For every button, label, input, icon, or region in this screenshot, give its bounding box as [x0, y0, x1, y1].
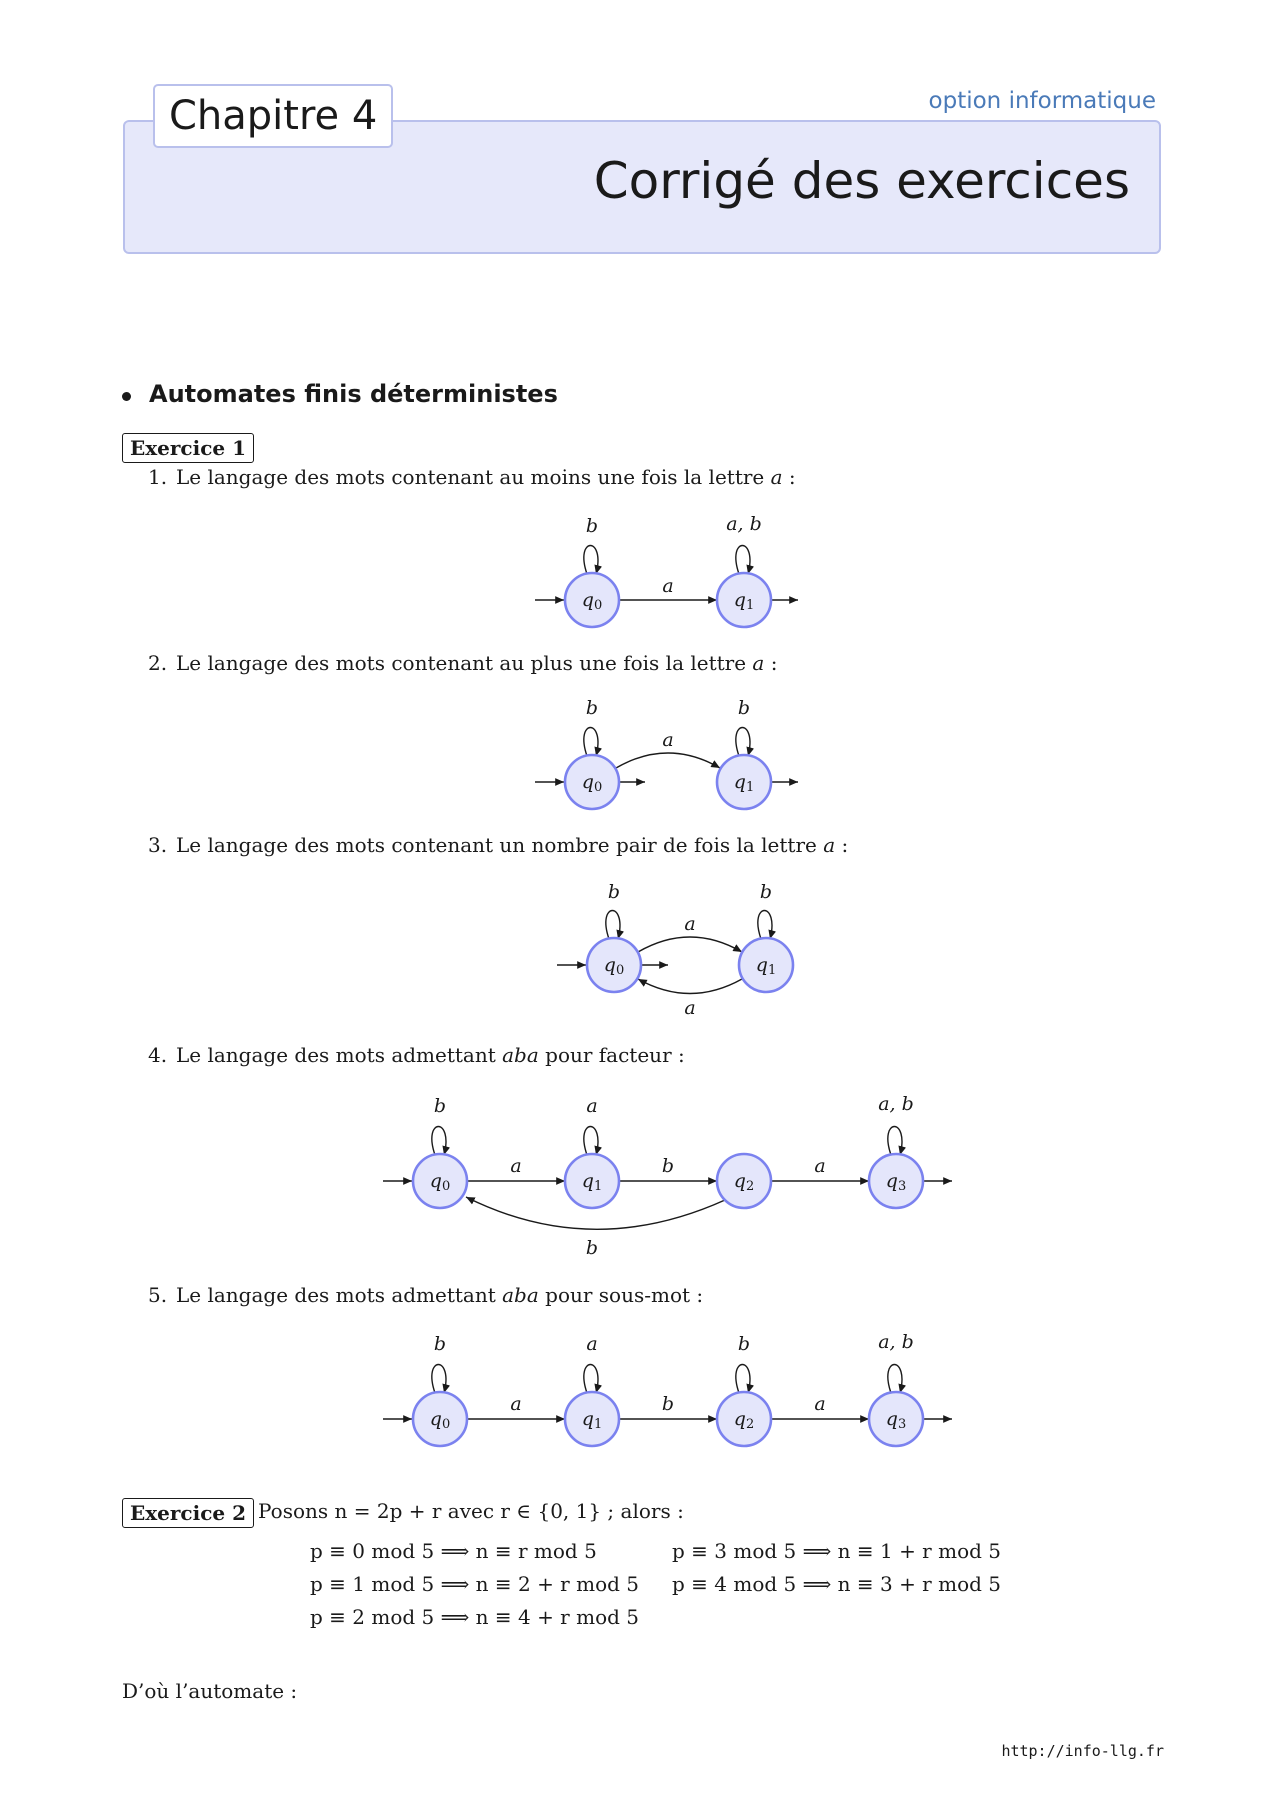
- loop-q1: [584, 1127, 598, 1156]
- transition-q1-q0: [638, 979, 742, 994]
- item-number: 2.: [148, 651, 168, 675]
- label-b: b: [433, 1095, 447, 1117]
- label-b: b: [607, 881, 621, 903]
- loop-q3: [888, 1365, 902, 1394]
- exercise-1-label: Exercice 1: [122, 433, 254, 463]
- state-q1-label: q1: [581, 1408, 603, 1432]
- label-ab: a, b: [726, 513, 762, 535]
- option-label: option informatique: [928, 88, 1156, 114]
- equation-right-2: p ≡ 4 mod 5 ⟹ n ≡ 3 + r mod 5: [672, 1572, 1001, 1596]
- automaton-1: [535, 513, 798, 627]
- state-q3-label: q3: [885, 1170, 907, 1194]
- state-q0-label: q0: [581, 771, 603, 795]
- item-tail: :: [782, 465, 796, 489]
- equation-left-3: p ≡ 2 mod 5 ⟹ n ≡ 4 + r mod 5: [310, 1605, 639, 1629]
- exercise-2-label: Exercice 2: [122, 1498, 254, 1528]
- label-b: b: [661, 1155, 675, 1177]
- item-text: Le langage des mots contenant un nombre pair de fois la lettre: [176, 833, 824, 857]
- label-a: a: [814, 1155, 826, 1177]
- section-title: Automates finis déterministes: [149, 380, 558, 408]
- equation-left-1: p ≡ 0 mod 5 ⟹ n ≡ r mod 5: [310, 1539, 597, 1563]
- state-q1-label: q1: [581, 1170, 603, 1194]
- label-ab: a, b: [878, 1093, 914, 1115]
- state-q0-label: q0: [603, 954, 625, 978]
- label-a: a: [586, 1095, 598, 1117]
- state-q1-label: q1: [733, 589, 755, 613]
- item-number: 1.: [148, 465, 168, 489]
- loop-q0: [606, 911, 620, 940]
- state-q2-label: q2: [733, 1170, 755, 1194]
- label-a: a: [662, 729, 674, 751]
- label-a: a: [510, 1393, 522, 1415]
- label-b: b: [585, 697, 599, 719]
- equation-left-2: p ≡ 1 mod 5 ⟹ n ≡ 2 + r mod 5: [310, 1572, 639, 1596]
- loop-q0: [432, 1365, 446, 1394]
- item-math: a: [770, 465, 783, 489]
- item-math: a: [752, 651, 765, 675]
- item-tail: pour sous-mot :: [538, 1283, 704, 1307]
- transition-q0-q1: [616, 753, 720, 768]
- state-q0-label: q0: [581, 589, 603, 613]
- state-q0-label: q0: [429, 1408, 451, 1432]
- label-ab: a, b: [878, 1331, 914, 1353]
- label-a: a: [684, 997, 696, 1019]
- state-q1-label: q1: [733, 771, 755, 795]
- equation-right-1: p ≡ 3 mod 5 ⟹ n ≡ 1 + r mod 5: [672, 1539, 1001, 1563]
- label-b: b: [433, 1333, 447, 1355]
- loop-q0: [584, 546, 598, 575]
- chapter-label: Chapitre 4: [153, 84, 393, 148]
- label-b: b: [585, 515, 599, 537]
- loop-q1: [584, 1365, 598, 1394]
- label-a: a: [814, 1393, 826, 1415]
- label-b: b: [737, 697, 751, 719]
- item-number: 4.: [148, 1043, 168, 1067]
- state-q1-label: q1: [755, 954, 777, 978]
- item-tail: pour facteur :: [538, 1043, 685, 1067]
- loop-q0: [584, 728, 598, 757]
- footer-url[interactable]: http://info-llg.fr: [1001, 1742, 1164, 1760]
- automaton-3: [557, 881, 793, 1019]
- conclusion-text: D’où l’automate :: [122, 1679, 298, 1703]
- item-math: a: [823, 833, 836, 857]
- item-text: Le langage des mots contenant au moins une fois la lettre: [176, 465, 771, 489]
- state-q0-label: q0: [429, 1170, 451, 1194]
- label-b: b: [737, 1333, 751, 1355]
- loop-q1: [736, 546, 750, 575]
- item-tail: :: [764, 651, 778, 675]
- item-tail: :: [835, 833, 849, 857]
- label-b: b: [661, 1393, 675, 1415]
- item-number: 3.: [148, 833, 168, 857]
- loop-q0: [432, 1127, 446, 1156]
- transition-q0-q1: [638, 937, 742, 952]
- automaton-5: [383, 1331, 952, 1446]
- item-text: Le langage des mots contenant au plus une fois la lettre: [176, 651, 753, 675]
- item-math: aba: [502, 1043, 539, 1067]
- exercise-2-intro: Posons n = 2p + r avec r ∈ {0, 1} ; alors :: [258, 1499, 684, 1523]
- label-b: b: [759, 881, 773, 903]
- page-title: Corrigé des exercices: [593, 152, 1130, 210]
- automaton-2: [535, 697, 798, 809]
- item-text: Le langage des mots admettant: [176, 1283, 503, 1307]
- loop-q1: [758, 911, 772, 940]
- label-a: a: [510, 1155, 522, 1177]
- label-a: a: [586, 1333, 598, 1355]
- label-a: a: [662, 575, 674, 597]
- loop-q1: [736, 728, 750, 757]
- label-a: a: [684, 913, 696, 935]
- automaton-4: [383, 1093, 952, 1259]
- item-text: Le langage des mots admettant: [176, 1043, 503, 1067]
- loop-q3: [888, 1127, 902, 1156]
- state-q3-label: q3: [885, 1408, 907, 1432]
- label-b: b: [585, 1237, 599, 1259]
- item-number: 5.: [148, 1283, 168, 1307]
- state-q2-label: q2: [733, 1408, 755, 1432]
- item-math: aba: [502, 1283, 539, 1307]
- loop-q2: [736, 1365, 750, 1394]
